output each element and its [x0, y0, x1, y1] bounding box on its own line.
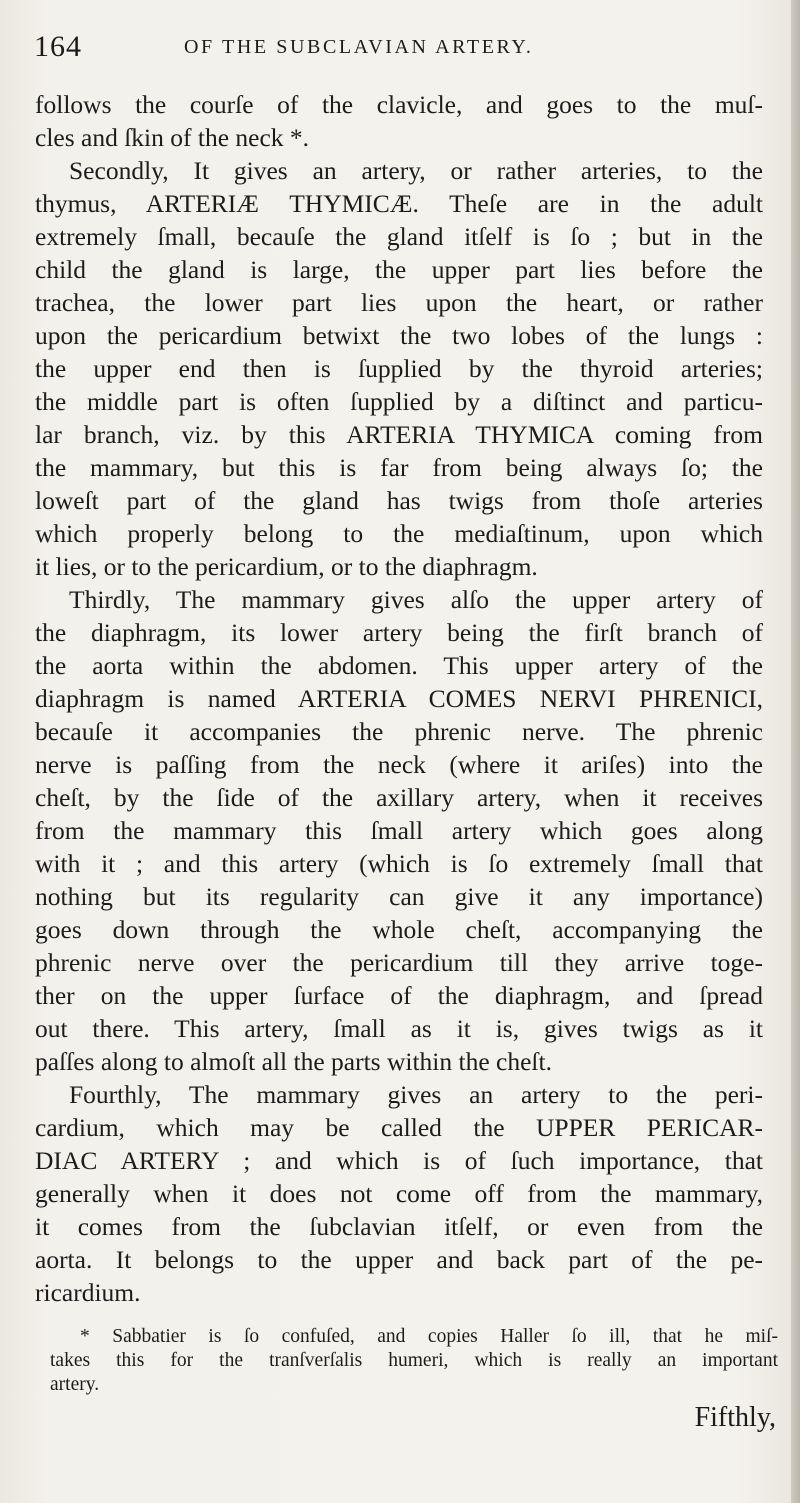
paragraph-4	[35, 1078, 763, 1309]
page-number: 164	[34, 30, 82, 63]
page-header	[34, 30, 754, 70]
text-line: lar branch, viz. by this ARTERIA THYMICA coming from	[35, 420, 763, 449]
text-line: DIAC ARTERY ; and which is of ſuch importance, that	[35, 1146, 763, 1175]
paragraph-1	[35, 88, 763, 154]
text-line: trachea, the lower part lies upon the heart, or rather	[35, 288, 763, 317]
text-line: the diaphragm, its lower artery being the firſt branch of	[35, 618, 763, 647]
text-line: the middle part is often ſupplied by a diſtinct and particu-	[35, 387, 763, 416]
text-line: phrenic nerve over the pericardium till they arrive toge-	[35, 948, 763, 977]
footnote	[50, 1325, 778, 1397]
text-line: ther on the upper ſurface of the diaphragm, and ſpread	[35, 981, 763, 1010]
text-line: ricardium.	[35, 1278, 141, 1307]
text-line: with it ; and this artery (which is ſo extremely ſmall that	[35, 849, 763, 878]
text-line: child the gland is large, the upper part lies before the	[35, 255, 763, 284]
text-line: goes down through the whole cheſt, accompanying the	[35, 915, 763, 944]
text-line: generally when it does not come off from the mammary,	[35, 1179, 763, 1208]
text-line: cardium, which may be called the UPPER PERICAR-	[35, 1113, 763, 1142]
catchword: Fifthly,	[694, 1402, 776, 1433]
text-line: loweſt part of the gland has twigs from thoſe arteries	[35, 486, 763, 515]
text-line: upon the pericardium betwixt the two lobes of the lungs :	[35, 321, 763, 350]
text-line: thymus, ARTERIÆ THYMICÆ. Theſe are in the adult	[35, 189, 763, 218]
text-line: the aorta within the abdomen. This upper artery of the	[35, 651, 763, 680]
text-line: it lies, or to the pericardium, or to the diaphragm.	[35, 552, 538, 581]
text-line: extremely ſmall, becauſe the gland itſelf is ſo ; but in the	[35, 222, 763, 251]
text-line: cheſt, by the ſide of the axillary artery, when it receives	[35, 783, 763, 812]
text-line: out there. This artery, ſmall as it is, gives twigs as it	[35, 1014, 763, 1043]
text-line: paſſes along to almoſt all the parts within the cheſt.	[35, 1047, 552, 1076]
text-line: which properly belong to the mediaſtinum, upon which	[35, 519, 763, 548]
text-line: it comes from the ſubclavian itſelf, or even from the	[35, 1212, 763, 1241]
text-line: follows the courſe of the clavicle, and goes to the muſ-	[35, 90, 763, 119]
text-line: Secondly, It gives an artery, or rather arteries, to the	[69, 156, 763, 185]
text-line: from the mammary this ſmall artery which goes along	[35, 816, 763, 845]
text-line: the upper end then is ſupplied by the thyroid arteries;	[35, 354, 763, 383]
text-line: Thirdly, The mammary gives alſo the upper artery of	[69, 585, 763, 614]
page-edge-shadow	[791, 0, 800, 1503]
footnote-line: artery.	[50, 1374, 100, 1395]
footnote-line: * Sabbatier is ſo confuſed, and copies Haller ſo ill, that he miſ-	[80, 1326, 778, 1347]
text-line: cles and ſkin of the neck *.	[35, 123, 310, 152]
text-line: aorta. It belongs to the upper and back part of the pe-	[35, 1245, 763, 1274]
text-line: nerve is paſſing from the neck (where it ariſes) into the	[35, 750, 763, 779]
body-text	[35, 88, 763, 1309]
text-line: nothing but its regularity can give it any importance)	[35, 882, 763, 911]
footnote-line: takes this for the tranſverſalis humeri, which is really an important	[50, 1350, 778, 1371]
text-line: diaphragm is named ARTERIA COMES NERVI PHRENICI,	[35, 684, 763, 713]
running-head: OF THE SUBCLAVIAN ARTERY.	[184, 36, 534, 58]
text-line: the mammary, but this is far from being always ſo; the	[35, 453, 763, 482]
text-line: Fourthly, The mammary gives an artery to the peri-	[69, 1080, 763, 1109]
paragraph-2	[35, 154, 763, 583]
paragraph-3	[35, 583, 763, 1078]
text-line: becauſe it accompanies the phrenic nerve. The phrenic	[35, 717, 763, 746]
